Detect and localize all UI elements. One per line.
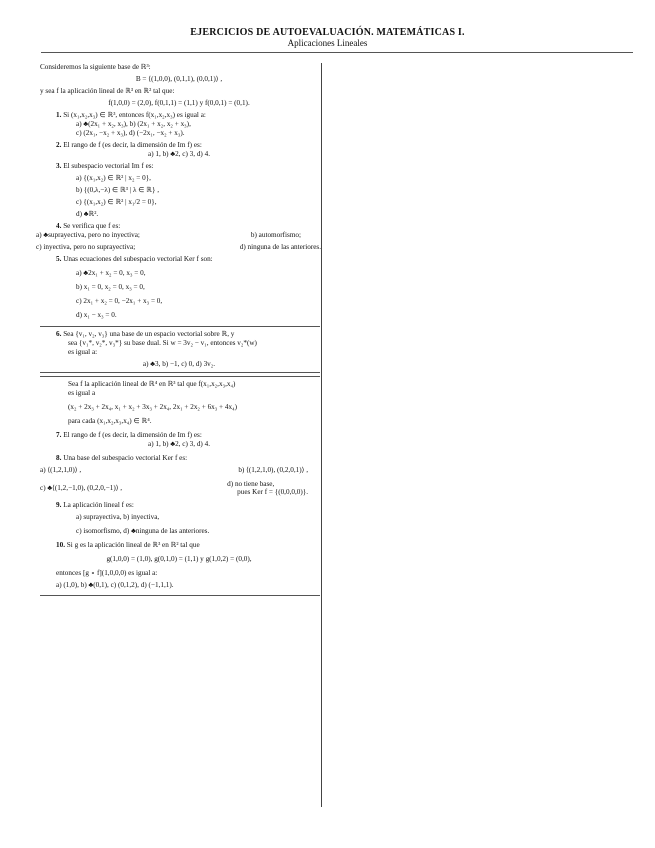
question-stem: El rango de f (es decir, la dimensión de Im f) es: xyxy=(63,141,202,149)
question-7 xyxy=(40,431,318,440)
answer-option-d: d) ♣ℝ². xyxy=(76,210,99,218)
answer-option-d: d) ninguna de las anteriores. xyxy=(239,243,321,251)
block-definition-line: Sea f la aplicación lineal de ℝ⁴ en ℝ³ tal que f(x₁,x₂,x₃,x₄) xyxy=(68,380,236,388)
answer-option-c: c) inyectiva, pero no suprayectiva; xyxy=(36,243,136,251)
answer-option-c: c) {(x₁,x₂) ∈ ℝ² | x₁/2 = 0}, xyxy=(76,198,157,206)
question-equation: g(1,0,0) = (1,0), g(0,1,0) = (1,1) y g(1,0,2) = (0,0), xyxy=(106,555,252,563)
answer-option-a: a) ♣2x₁ + x₂ = 0, x₃ = 0, xyxy=(76,269,146,277)
answer-options: a) suprayectiva, b) inyectiva, xyxy=(76,513,160,521)
question-stem: Unas ecuaciones del subespacio vectorial Ker f son: xyxy=(63,255,213,263)
section-rule xyxy=(40,376,320,377)
block-definition-line: para cada (x₁,x₂,x₃,x₄) ∈ ℝ⁴. xyxy=(68,417,152,425)
question-number: 8. xyxy=(56,454,62,462)
question-10 xyxy=(40,541,318,550)
question-number: 9. xyxy=(56,501,62,509)
answer-row xyxy=(36,231,321,240)
question-number: 1. xyxy=(56,111,62,119)
question-6 xyxy=(40,330,318,339)
answer-option-a: a) ⟨(1,2,1,0)⟩ , xyxy=(40,466,82,474)
answer-options: a) ♣(2x₁ + x₂, x₃), b) (2x₁ + x₂, x₂ + x₃), xyxy=(76,120,191,128)
question-5 xyxy=(40,255,318,264)
question-4 xyxy=(40,222,318,231)
answer-row xyxy=(40,480,308,496)
block-definition-formula: (x₂ + 2x₃ + 2x₄, x₁ + x₂ + 3x₃ + 2x₄, 2x₁ + 2x₂ + 6x₃ + 4x₄) xyxy=(68,403,237,411)
answer-option-d-line1: d) no tiene base, xyxy=(227,480,275,488)
question-stem: Si (x₁,x₂,x₃) ∈ ℝ³, entonces f(x₁,x₂,x₃) es igual a: xyxy=(63,111,206,119)
question-number: 2. xyxy=(56,141,62,149)
page-title: EJERCICIOS DE AUTOEVALUACIÓN. MATEMÁTICAS I. xyxy=(190,27,465,38)
map-definition: f(1,0,0) = (2,0), f(0,1,1) = (1,1) y f(0,0,1) = (0,1). xyxy=(108,99,250,107)
answer-options: a) 1, b) ♣2, c) 3, d) 4. xyxy=(148,150,210,158)
section-rule xyxy=(40,595,320,596)
answer-option-b: b) {(0,λ,−λ) ∈ ℝ³ | λ ∈ ℝ} , xyxy=(76,186,160,194)
question-8 xyxy=(40,454,318,463)
answer-option-d-line2: pues Ker f = {(0,0,0,0)}. xyxy=(237,488,308,496)
answer-option-a: a) {(x₁,x₂) ∈ ℝ² | x₂ = 0}, xyxy=(76,174,151,182)
page-subtitle: Aplicaciones Lineales xyxy=(287,38,368,48)
question-number: 6. xyxy=(56,330,62,338)
page-header xyxy=(0,27,655,49)
question-stem: La aplicación lineal f es: xyxy=(63,501,134,509)
answer-option-c: c) ♣⟨(1,2,−1,0), (0,2,0,−1)⟩ , xyxy=(40,484,123,492)
question-number: 7. xyxy=(56,431,62,439)
intro-line: Consideremos la siguiente base de ℝ³: xyxy=(40,63,151,71)
answer-options: c) isomorfismo, d) ♣ninguna de las anteriores. xyxy=(76,527,210,535)
block-definition-line: es igual a xyxy=(68,389,96,397)
question-stem-line: es igual a: xyxy=(68,348,98,356)
answer-option-a: a) ♣suprayectiva, pero no inyectiva; xyxy=(36,231,140,239)
answer-option-c: c) 2x₁ + x₂ = 0, −2x₁ + x₃ = 0, xyxy=(76,297,163,305)
answer-option-d: d) x₁ − x₃ = 0. xyxy=(76,311,117,319)
basis-definition: B = ⟨(1,0,0), (0,1,1), (0,0,1)⟩ , xyxy=(135,75,223,83)
column-divider xyxy=(321,63,322,807)
question-2 xyxy=(40,141,318,150)
question-stem: Una base del subespacio vectorial Ker f es: xyxy=(63,454,188,462)
answer-row xyxy=(40,466,308,475)
question-stem-line: entonces [g ∘ f](1,0,0,0) es igual a: xyxy=(56,569,158,577)
question-stem: Se verifica que f es: xyxy=(63,222,121,230)
intro-line: y sea f la aplicación lineal de ℝ³ en ℝ² tal que: xyxy=(40,87,175,95)
answer-option-d xyxy=(227,480,308,496)
question-9 xyxy=(40,501,318,510)
exercise-column xyxy=(36,63,321,599)
question-3 xyxy=(40,162,318,171)
answer-option-b: b) automorfismo; xyxy=(250,231,301,239)
question-1 xyxy=(40,111,318,120)
question-stem-line: sea {v₁*, v₂*, v₃*} su base dual. Si w = 3v₂ − v₁, entonces v₂*(w) xyxy=(68,339,257,347)
question-number: 10. xyxy=(56,541,65,549)
section-rule xyxy=(40,372,320,373)
question-stem: Si g es la aplicación lineal de ℝ³ en ℝ² tal que xyxy=(66,541,200,549)
answer-option-b: b) x₁ = 0, x₂ = 0, x₃ = 0, xyxy=(76,283,145,291)
answer-row xyxy=(36,243,321,252)
answer-option-b: b) ⟨(1,2,1,0), (0,2,0,1)⟩ , xyxy=(238,466,308,474)
question-stem: El rango de f (es decir, la dimensión de Im f) es: xyxy=(63,431,202,439)
header-rule xyxy=(41,52,633,53)
section-rule xyxy=(40,326,320,327)
question-stem: El subespacio vectorial Im f es: xyxy=(63,162,154,170)
answer-options: a) 1, b) ♣2, c) 3, d) 4. xyxy=(148,440,210,448)
answer-options: a) ♣3, b) −1, c) 0, d) 3v₂. xyxy=(142,360,216,368)
question-number: 4. xyxy=(56,222,62,230)
answer-options: a) (1,0), b) ♣(0,1), c) (0,1,2), d) (−1,1,1). xyxy=(56,581,174,589)
question-number: 5. xyxy=(56,255,62,263)
answer-options: c) (2x₁, −x₂ + x₃), d) (−2x₁, −x₂ + x₃). xyxy=(76,129,185,137)
question-number: 3. xyxy=(56,162,62,170)
question-stem: Sea {v₁, v₂, v₃} una base de un espacio vectorial sobre ℝ, y xyxy=(63,330,235,338)
